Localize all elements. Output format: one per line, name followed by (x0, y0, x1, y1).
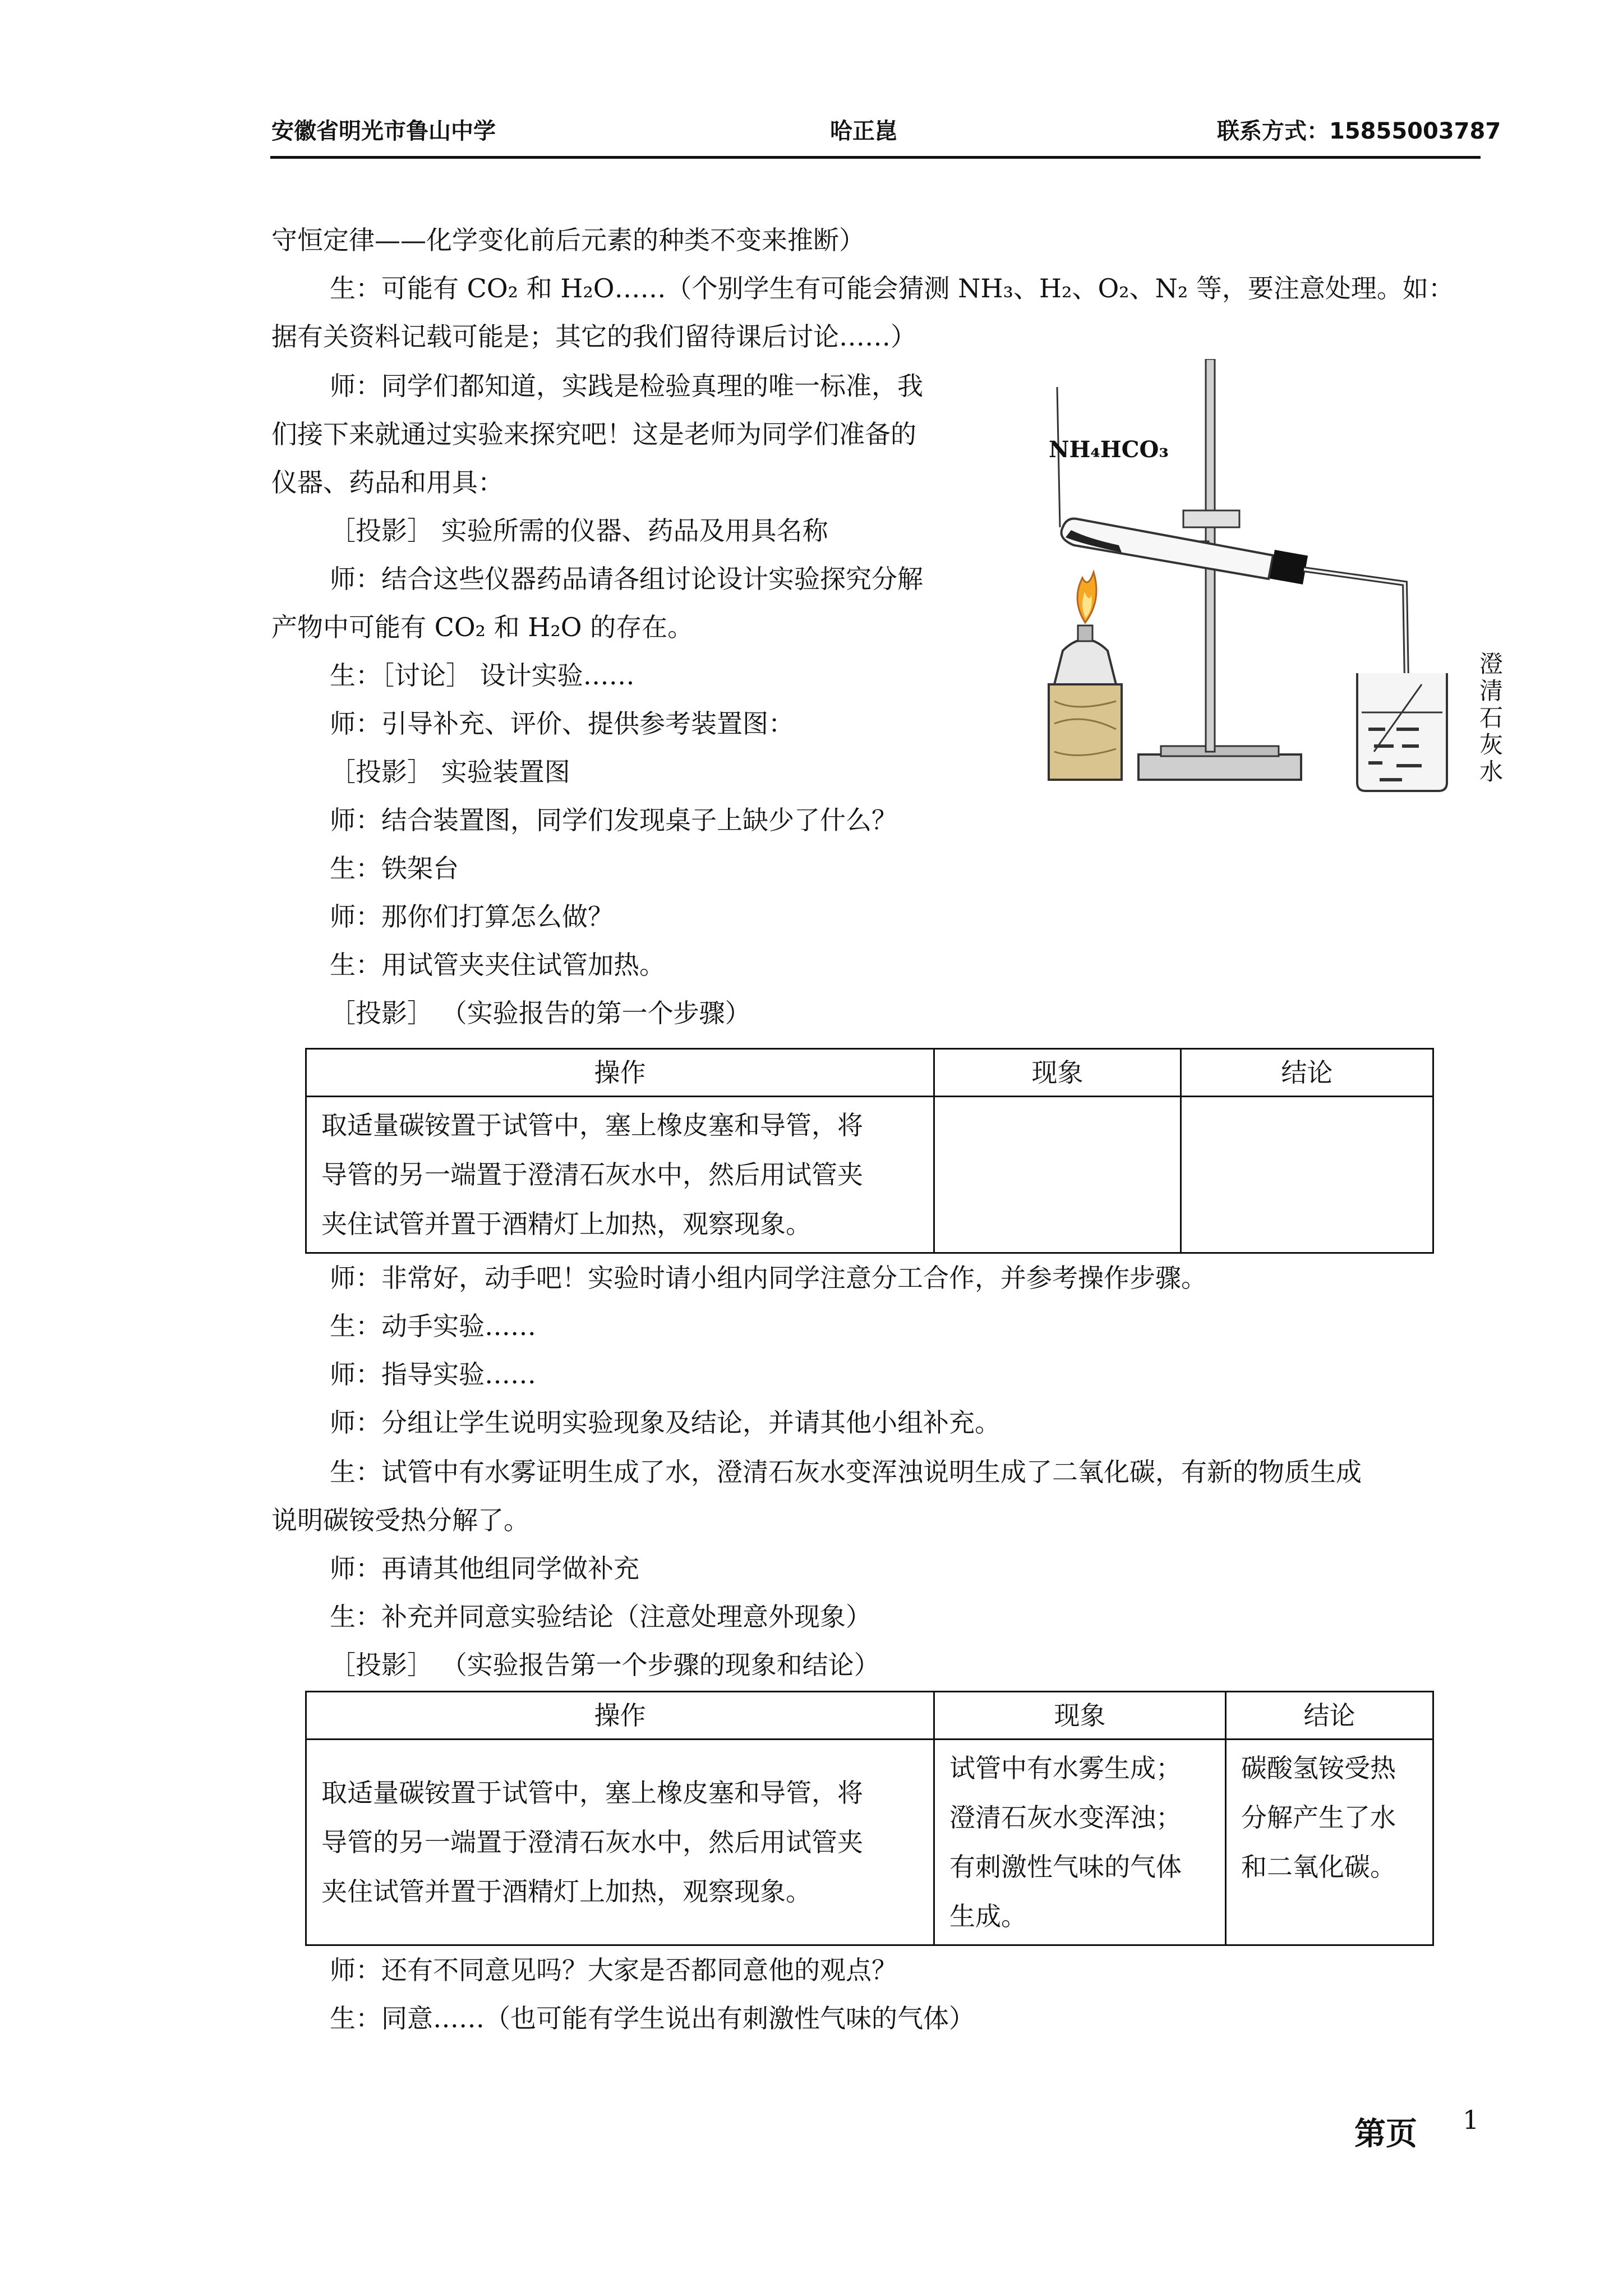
rubber-stopper (1270, 550, 1308, 585)
table-row (306, 1097, 1433, 1253)
paragraph: 生：补充并同意实验结论（注意处理意外现象） (330, 1602, 872, 1632)
stand-base (1138, 754, 1301, 780)
header-author: 哈正崑 (830, 118, 897, 144)
paragraph: ［投影］ 实验所需的仪器、药品及用具名称 (330, 516, 828, 546)
paragraph: 师：同学们都知道，实践是检验真理的唯一标准，我 (330, 371, 923, 401)
col-header-phenomenon: 现象 (934, 1692, 1226, 1740)
paragraph: 生：用试管夹夹住试管加热。 (330, 950, 665, 980)
paragraph: 师：结合这些仪器药品请各组讨论设计实验探究分解 (330, 564, 923, 594)
table-row (306, 1740, 1433, 1945)
paragraph: 生：可能有 CO₂ 和 H₂O……（个别学生有可能会猜测 NH₃、H₂、O₂、N₂ 等，要注意处理。如： (330, 273, 1454, 303)
wood-block (1049, 684, 1122, 780)
cell-phenomenon (934, 1097, 1181, 1253)
paragraph: ［投影］ 实验装置图 (330, 757, 570, 787)
apparatus-figure (1009, 359, 1514, 797)
report-table-step1 (305, 1048, 1434, 1254)
paragraph: ［投影］ （实验报告的第一个步骤） (330, 998, 751, 1028)
paragraph: ［投影］ （实验报告第一个步骤的现象和结论） (330, 1650, 880, 1680)
paragraph: 师：引导补充、评价、提供参考装置图： (330, 708, 794, 739)
clamp (1183, 510, 1239, 527)
paragraph: 师：非常好，动手吧！实验时请小组内同学注意分工合作，并参考操作步骤。 (330, 1263, 1207, 1293)
paragraph: 据有关资料记载可能是；其它的我们留待课后讨论……） (271, 321, 916, 352)
header-school: 安徽省明光市鲁山中学 (271, 118, 496, 144)
paragraph: 师：那你们打算怎么做？ (330, 901, 614, 932)
paragraph: 师：指导实验…… (330, 1359, 536, 1389)
paragraph: 生：铁架台 (330, 853, 459, 884)
test-tube (1062, 519, 1274, 579)
paragraph: 们接下来就通过实验来探究吧！这是老师为同学们准备的 (271, 419, 916, 449)
cell-phenomenon: 试管中有水雾生成； 澄清石灰水变浑浊； 有刺激性气味的气体 生成。 (934, 1740, 1226, 1945)
cell-operation: 取适量碳铵置于试管中，塞上橡皮塞和导管，将 导管的另一端置于澄清石灰水中，然后用试管夹 夹住试管并置于酒精灯上加热，观察现象。 (306, 1740, 934, 1945)
paragraph: 师：分组让学生说明实验现象及结论，并请其他小组补充。 (330, 1407, 1000, 1438)
col-header-conclusion: 结论 (1226, 1692, 1433, 1740)
paragraph: 守恒定律——化学变化前后元素的种类不变来推断） (271, 225, 865, 255)
paragraph: 说明碳铵受热分解了。 (271, 1505, 529, 1535)
col-header-operation: 操作 (306, 1049, 934, 1097)
col-header-phenomenon: 现象 (934, 1049, 1181, 1097)
col-header-operation: 操作 (306, 1692, 934, 1740)
paragraph: 师：还有不同意见吗？大家是否都同意他的观点？ (330, 1955, 897, 1985)
cell-conclusion: 碳酸氢铵受热 分解产生了水 和二氧化碳。 (1226, 1740, 1433, 1945)
page-number: 1 (1463, 2105, 1479, 2135)
paragraph: 师：再请其他组同学做补充 (330, 1553, 639, 1584)
paragraph: 师：结合装置图，同学们发现桌子上缺少了什么？ (330, 805, 897, 835)
alcohol-lamp (1054, 639, 1116, 684)
cell-operation: 取适量碳铵置于试管中，塞上橡皮塞和导管，将 导管的另一端置于澄清石灰水中，然后用试管夹 夹住试管并置于酒精灯上加热，观察现象。 (306, 1097, 934, 1253)
page-label: 第页 (1354, 2116, 1417, 2152)
beaker (1357, 673, 1447, 791)
reagent-label: NH₄HCO₃ (1049, 436, 1169, 463)
header-contact: 联系方式：15855003787 (1217, 118, 1501, 144)
col-header-conclusion: 结论 (1181, 1049, 1433, 1097)
paragraph: 生：试管中有水雾证明生成了水，澄清石灰水变浑浊说明生成了二氧化碳，有新的物质生成 (330, 1457, 1362, 1487)
paragraph: 生：同意……（也可能有学生说出有刺激性气味的气体） (330, 2003, 975, 2033)
header-divider (270, 156, 1481, 159)
paragraph: 生：［讨论］ 设计实验…… (330, 660, 635, 691)
cell-conclusion (1181, 1097, 1433, 1253)
limewater-label: 澄清石灰水 (1479, 650, 1504, 785)
paragraph: 产物中可能有 CO₂ 和 H₂O 的存在。 (271, 612, 694, 642)
paragraph: 仪器、药品和用具： (271, 467, 504, 498)
report-table-step1-results (305, 1691, 1434, 1946)
paragraph: 生：动手实验…… (330, 1311, 536, 1341)
